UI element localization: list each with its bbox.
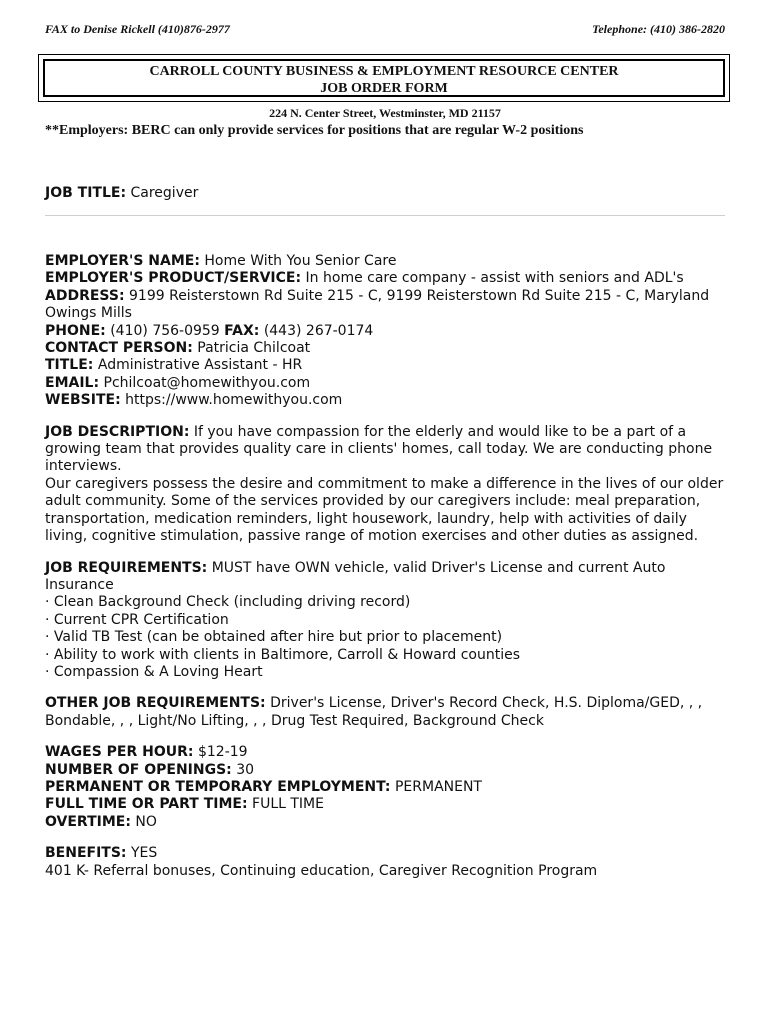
phone-value: (410) 756-0959 [110,322,220,339]
openings-value: 30 [236,761,255,778]
list-item: · Clean Background Check (including driving record) [45,594,411,611]
form-title-inner [43,59,725,97]
job-description-text: If you have compassion for the elderly and would like to be a part of a growing team that provides quality care in clients' homes, call today. We are conducting phone interviews. [45,423,713,475]
job-requirements-label: JOB REQUIREMENTS: [45,559,208,576]
other-requirements-label: OTHER JOB REQUIREMENTS: [45,695,266,712]
employer-name-line [45,253,725,270]
contact-title-line [45,357,725,374]
form-name: JOB ORDER FORM [320,81,448,96]
employer-name-label: EMPLOYER'S NAME: [45,253,200,269]
email-line [45,375,725,392]
job-order-details [45,253,725,880]
contact-title-value: Administrative Assistant - HR [97,357,303,374]
email-value: Pchilcoat@homewithyou.com [103,374,311,391]
contact-person-label: CONTACT PERSON: [45,340,193,357]
employer-product-value: In home care company - assist with seniors and ADL's [305,270,684,287]
overtime-line [45,814,725,831]
contact-person-line [45,340,725,357]
employer-product-line [45,270,725,287]
job-description-continued: Our caregivers possess the desire and commitment to make a difference in the lives of our older adult community. Some of the services provided by our caregivers include: meal preparation, transportation, medication reminders, light housework, laundry, help with activities of daily living, cognitive stimulation, passive range of motion exercises and other duties as assigned. [45,475,724,545]
job-requirements-intro: MUST have OWN vehicle, valid Driver's License and current Auto Insurance [45,559,666,593]
phone-label: PHONE: [45,322,106,339]
full-part-time-label: FULL TIME OR PART TIME: [45,796,248,813]
employer-address-value: 9199 Reisterstown Rd Suite 215 - C, 9199 Reisterstown Rd Suite 215 - C, Maryland Owings Mills [45,287,710,322]
job-requirements [45,560,725,595]
employer-name-value: Home With You Senior Care [204,253,397,269]
form-title-box [38,54,730,102]
website-label: WEBSITE: [45,392,121,409]
wages-label: WAGES PER HOUR: [45,744,194,761]
phone-fax-line [45,323,725,340]
overtime-value: NO [135,813,157,830]
list-item: · Valid TB Test (can be obtained after hire but prior to placement) [45,629,503,646]
other-job-requirements [45,695,725,730]
employment-type-value: PERMANENT [394,778,482,795]
website-value: https://www.homewithyou.com [125,392,343,409]
benefits-value: YES [130,845,158,862]
contact-person-value: Patricia Chilcoat [197,340,311,357]
job-description-label: JOB DESCRIPTION: [45,423,190,440]
employment-type-line [45,779,725,796]
overtime-label: OVERTIME: [45,813,131,830]
job-title-value: Caregiver [130,185,199,201]
job-description [45,424,725,476]
email-label: EMAIL: [45,374,100,391]
fax-label: FAX: [224,322,260,339]
website-line [45,392,725,409]
job-title-line [45,185,725,202]
employer-product-label: EMPLOYER'S PRODUCT/SERVICE: [45,270,302,287]
contact-title-label: TITLE: [45,357,94,374]
other-requirements-text: Driver's License, Driver's Record Check, H.S. Diploma/GED, , , Bondable, , , Light/No Lifting, , , Drug Test Required, Background Check [45,695,703,729]
section-divider [45,215,725,216]
job-title-label: JOB TITLE: [45,185,127,201]
full-part-time-value: FULL TIME [252,796,324,813]
list-item: · Compassion & A Loving Heart [45,663,263,680]
employer-notice: **Employers: BERC can only provide services for positions that are regular W-2 positions [45,123,584,138]
fax-value: (443) 267-0174 [263,322,374,339]
telephone-number: Telephone: (410) 386-2820 [592,22,725,36]
list-item: · Ability to work with clients in Baltimore, Carroll & Howard counties [45,646,521,663]
list-item: · Current CPR Certification [45,611,229,628]
benefits-detail: 401 K- Referral bonuses, Continuing education, Caregiver Recognition Program [45,862,598,879]
wages-line [45,744,725,761]
wages-value: $12-19 [197,744,248,761]
fax-number: FAX to Denise Rickell (410)876-2977 [45,22,230,36]
openings-label: NUMBER OF OPENINGS: [45,761,232,778]
benefits-label: BENEFITS: [45,845,127,862]
employer-address-label: ADDRESS: [45,287,125,304]
fax-telephone-line [45,22,725,40]
employer-address-line [45,288,725,323]
benefits-line [45,845,725,862]
organization-title: CARROLL COUNTY BUSINESS & EMPLOYMENT RESOURCE CENTER [149,64,619,79]
full-part-time-line [45,796,725,813]
requirements-list [45,594,725,681]
employment-type-label: PERMANENT OR TEMPORARY EMPLOYMENT: [45,778,391,795]
openings-line [45,762,725,779]
organization-address: 224 N. Center Street, Westminster, MD 21157 [269,106,501,120]
